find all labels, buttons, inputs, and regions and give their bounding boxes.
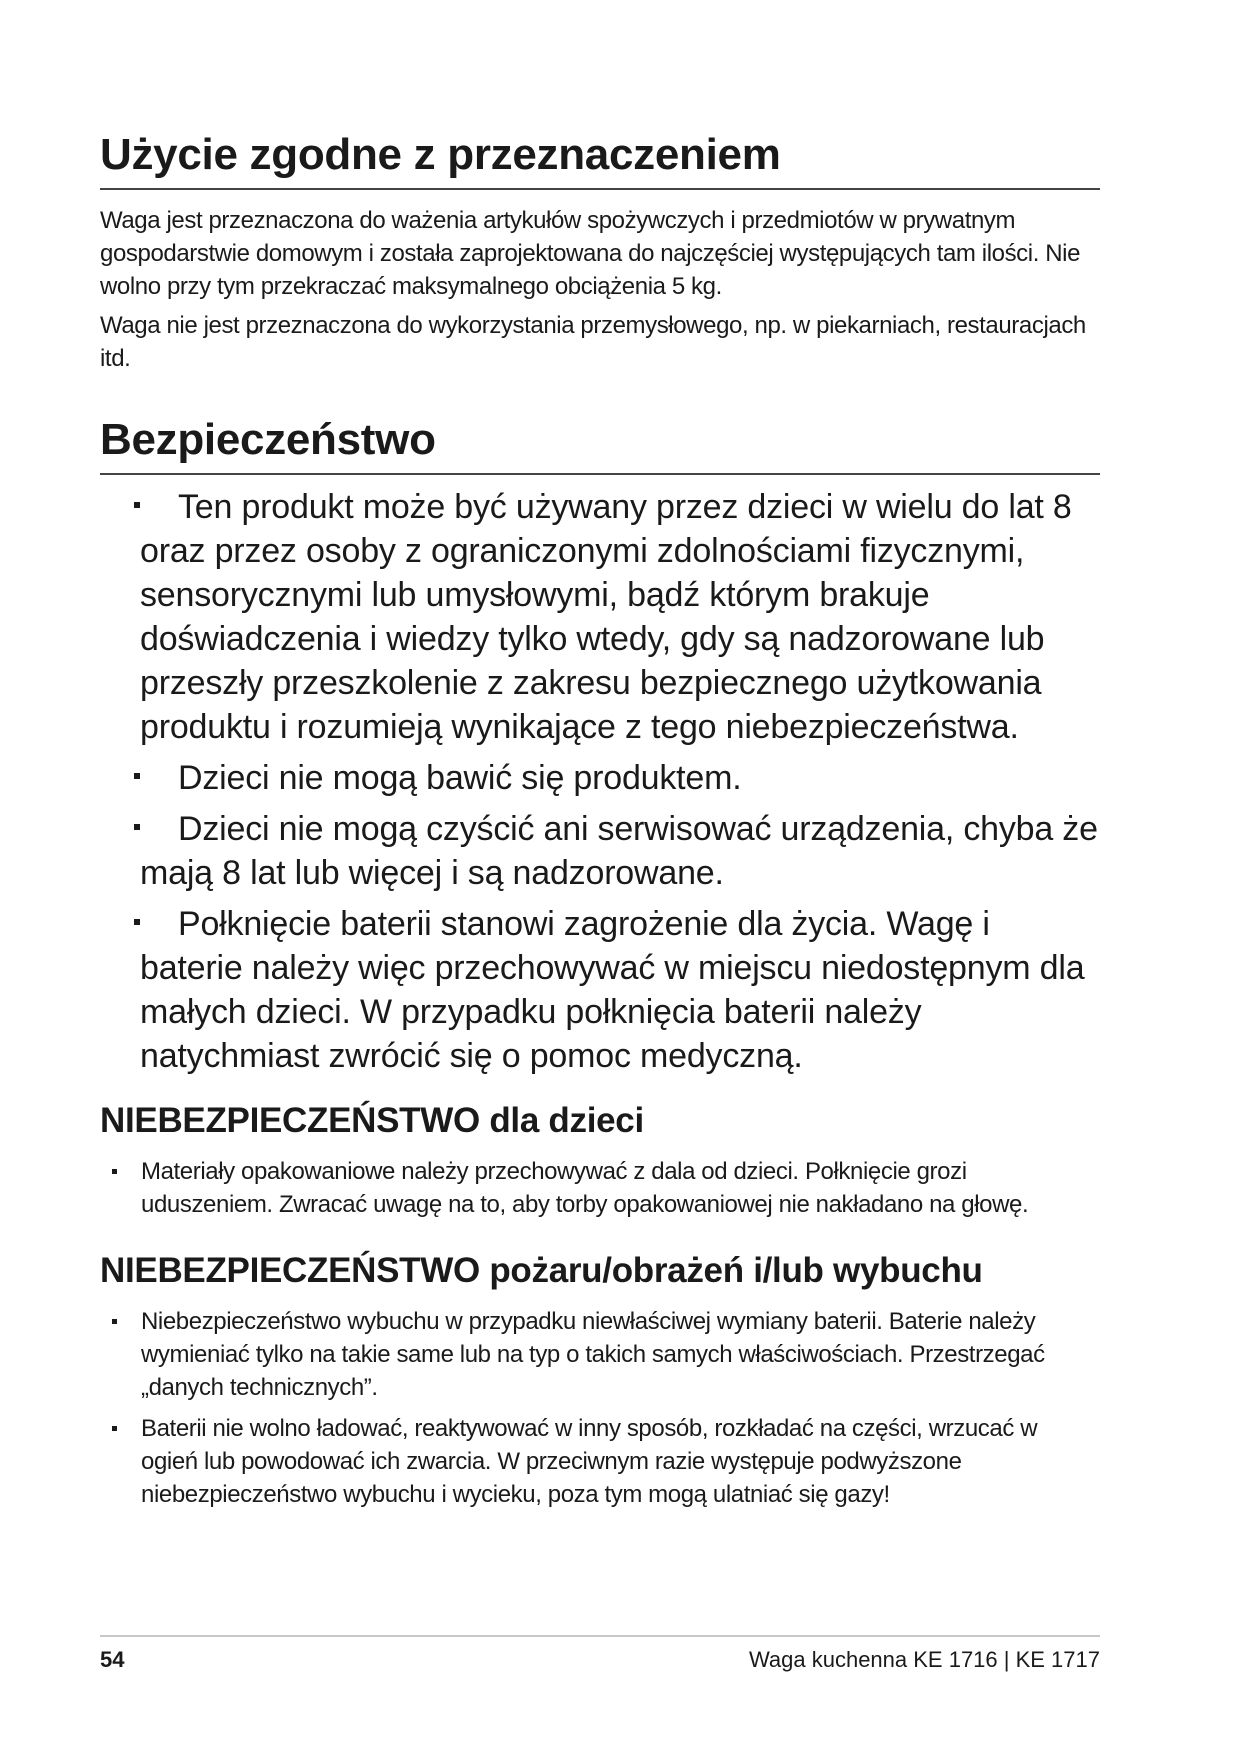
list-item [100, 756, 1100, 800]
list-item [100, 902, 1100, 1078]
danger-children-item-1: Materiały opakowaniowe należy przechowywać z dala od dzieci. Połknięcie grozi uduszeniem. Zwracać uwagę na to, aby torby opakowaniowej nie nakładano na głowę. [141, 1158, 1029, 1218]
safety-item-3: Dzieci nie mogą czyścić ani serwisować urządzenia, chyba że mają 8 lat lub więcej i są nadzorowane. [140, 810, 1098, 892]
safety-list [100, 485, 1100, 1078]
safety-item-4: Połknięcie baterii stanowi zagrożenie dla życia. Wagę i baterie należy więc przechowywać w miejscu niedostępnym dla małych dzieci. W przypadku połknięcia baterii należy natychmiast zwrócić się o pomoc medyczną. [140, 905, 1085, 1075]
safety-title: Bezpieczeństwo [100, 415, 1100, 475]
danger-fire-item-1: Niebezpieczeństwo wybuchu w przypadku niewłaściwej wymiany baterii. Baterie należy wymieniać tylko na takie same lub na typ o takich samych właściwościach. Przestrzegać „danych technicznych”. [141, 1308, 1045, 1401]
footer-product-name: Waga kuchenna KE 1716 | KE 1717 [748, 1647, 1100, 1672]
list-item [100, 1305, 1100, 1404]
bullet-icon [112, 1319, 117, 1324]
intended-use-paragraph-1: Waga jest przeznaczona do ważenia artykułów spożywczych i przedmiotów w prywatnym gospodarstwie domowym i została zaprojektowana do najczęściej występujących tam ilości. Nie wolno przy tym przekraczać maksymalnego obciążenia 5 kg. [100, 207, 1081, 300]
page-content [100, 130, 1100, 1519]
danger-children-title: NIEBEZPIECZEŃSTWO dla dzieci [100, 1101, 644, 1140]
danger-children-list [100, 1155, 1100, 1221]
list-item [100, 1155, 1100, 1221]
intended-use-title: Użycie zgodne z przeznaczeniem [100, 130, 1100, 190]
danger-fire-item-2: Baterii nie wolno ładować, reaktywować w inny sposób, rozkładać na części, wrzucać w ogień lub powodować ich zwarcia. W przeciwnym razie występuje podwyższone niebezpieczeństwo wybuchu i wycieku, poza tym mogą ulatniać się gazy! [141, 1415, 1038, 1508]
bullet-icon [134, 502, 140, 508]
bullet-icon [112, 1169, 117, 1174]
bullet-icon [134, 773, 140, 779]
page-number: 54 [100, 1647, 125, 1672]
bullet-icon [112, 1426, 117, 1431]
list-item [100, 807, 1100, 895]
list-item [100, 1412, 1100, 1511]
list-item [100, 485, 1100, 749]
danger-fire-list [100, 1305, 1100, 1511]
footer-divider [100, 1635, 1100, 1637]
safety-item-1: Ten produkt może być używany przez dzieci w wielu do lat 8 oraz przez osoby z ograniczonymi zdolnościami fizycznymi, sensorycznymi lub umysłowymi, bądź którym brakuje doświadczenia i wiedzy tylko wtedy, gdy są nadzorowane lub przeszły przeszkolenie z zakresu bezpiecznego użytkowania produktu i rozumieją wynikające z tego niebezpieczeństwa. [140, 488, 1072, 746]
safety-item-2: Dzieci nie mogą bawić się produktem. [178, 759, 742, 797]
danger-fire-title: NIEBEZPIECZEŃSTWO pożaru/obrażeń i/lub wybuchu [100, 1251, 983, 1290]
bullet-icon [134, 919, 140, 925]
intended-use-paragraph-2: Waga nie jest przeznaczona do wykorzystania przemysłowego, np. w piekarniach, restauracjach itd. [100, 312, 1086, 372]
bullet-icon [134, 824, 140, 830]
